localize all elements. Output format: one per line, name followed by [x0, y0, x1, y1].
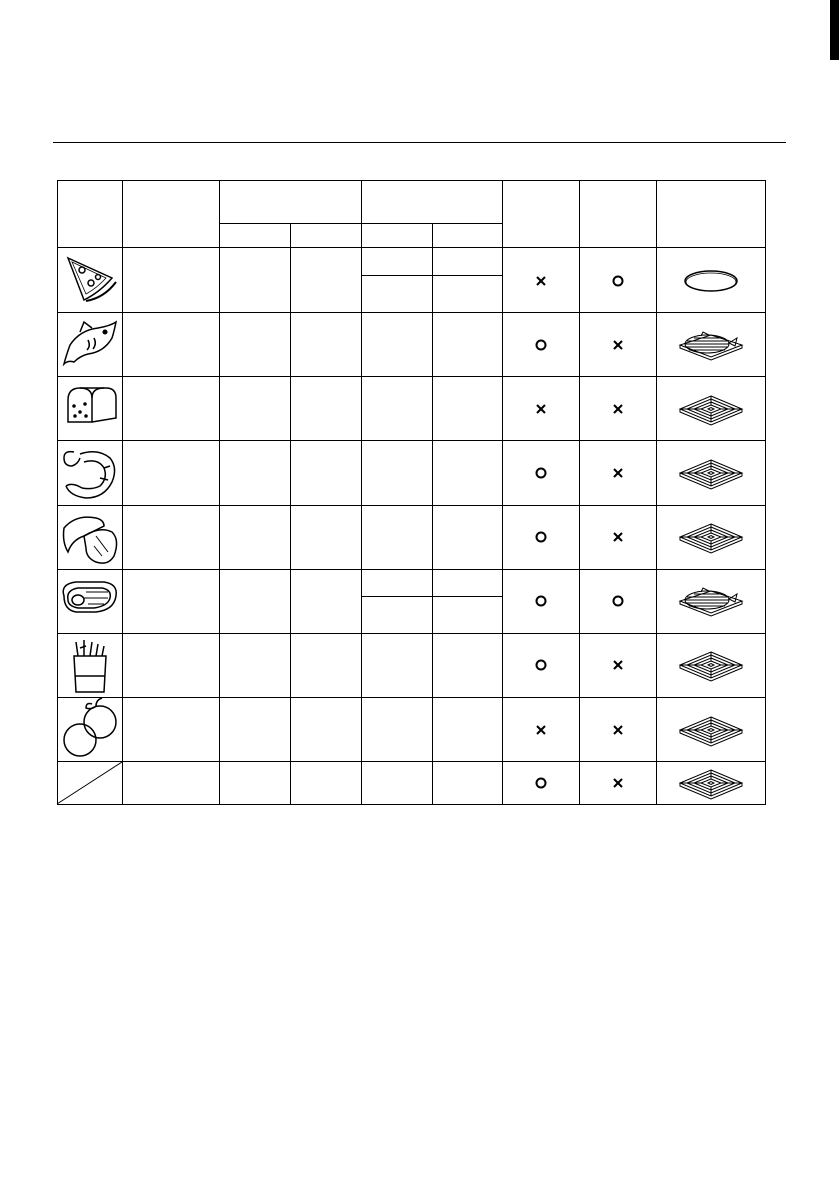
fruit-icon — [64, 698, 116, 756]
chicken-wings-icon — [64, 517, 117, 563]
fries-icon — [74, 640, 106, 692]
table-frame — [58, 181, 766, 805]
grill-rack-icon — [680, 524, 742, 553]
steak-icon — [63, 582, 116, 612]
pizza-icon — [68, 258, 116, 301]
baking-tray-icon — [685, 271, 737, 291]
grill-rack-icon — [680, 652, 742, 681]
fish-icon — [64, 322, 116, 364]
grill-rack-icon — [680, 460, 742, 489]
grill-rack-icon — [680, 770, 742, 799]
grill-rack-with-fish-icon — [680, 588, 742, 616]
column-lines — [123, 180, 657, 805]
shrimp-icon — [64, 452, 115, 498]
grill-rack-with-fish-icon — [680, 332, 742, 360]
grill-rack-icon — [680, 717, 742, 746]
row-lines — [57, 248, 766, 762]
bread-icon — [68, 388, 116, 422]
empty-cell-diagonal — [57, 762, 122, 804]
grill-rack-icon — [680, 396, 742, 425]
